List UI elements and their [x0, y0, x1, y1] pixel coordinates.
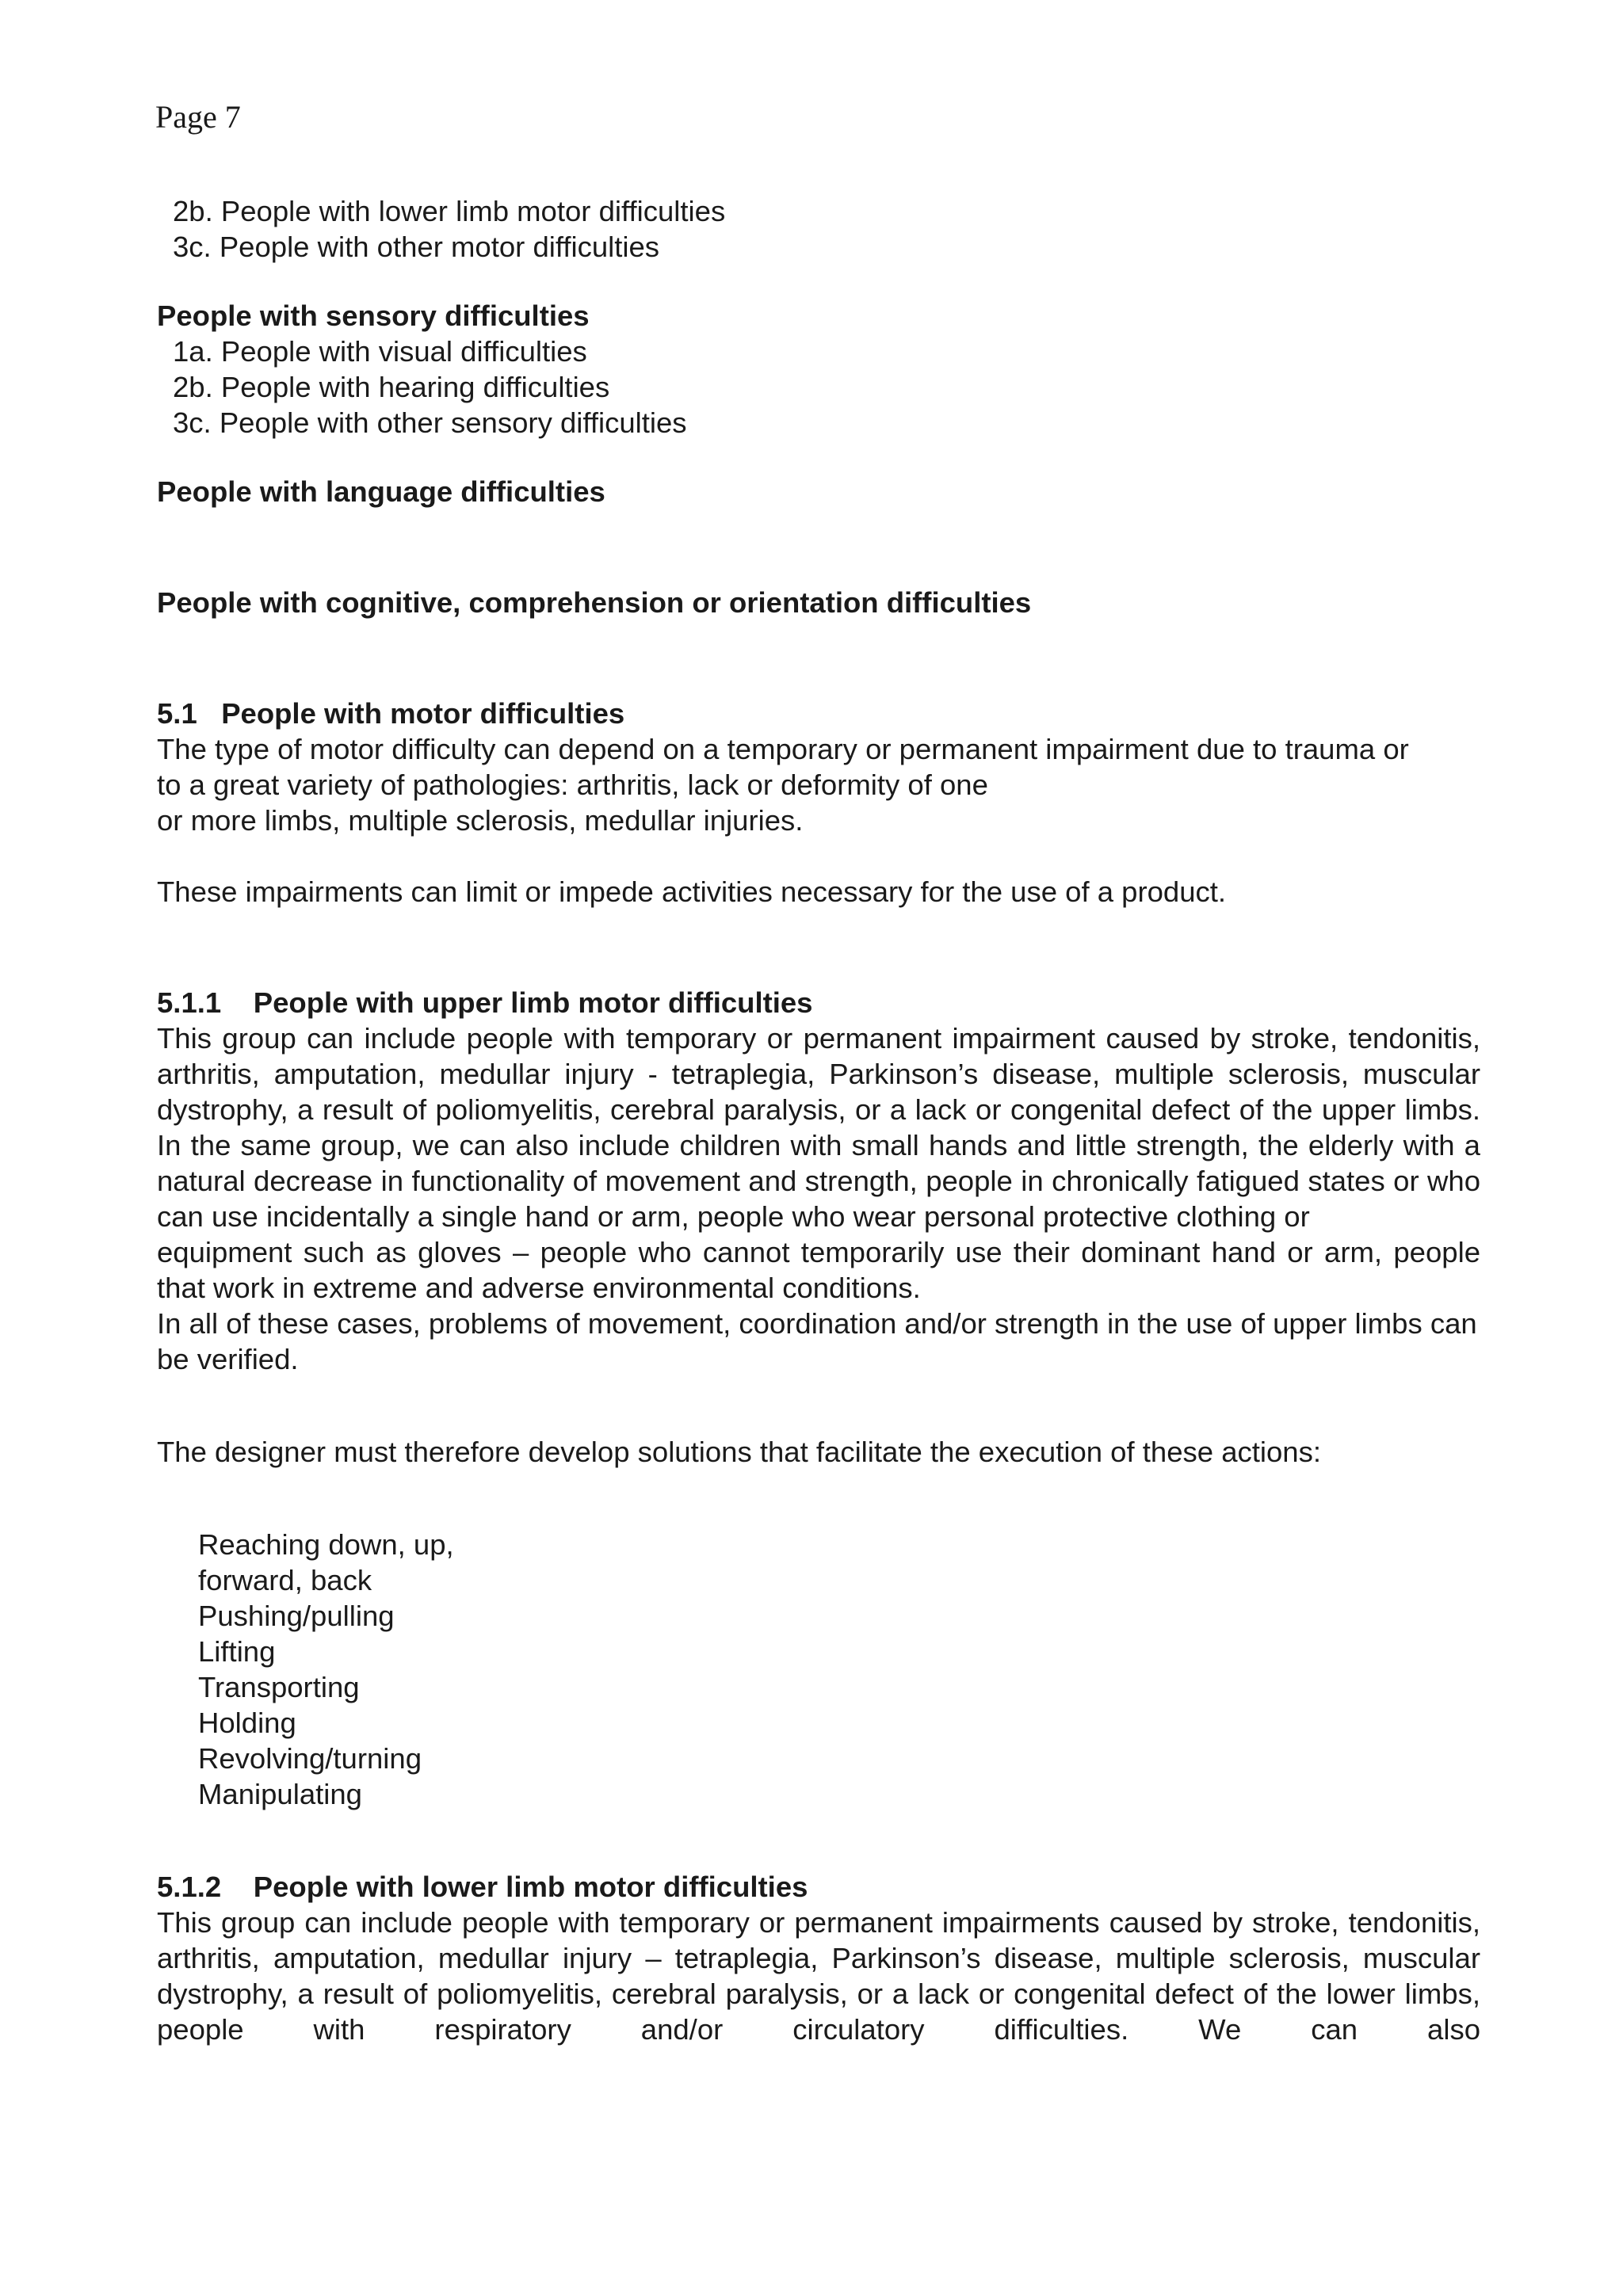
section-5-1-2-heading	[157, 1869, 1480, 1905]
section-title: People with lower limb motor difficulties	[253, 1871, 808, 1903]
action-item: Revolving/turning	[198, 1742, 422, 1775]
action-item: forward, back	[198, 1564, 372, 1596]
list-item: 2b. People with hearing difficulties	[173, 371, 610, 403]
section-number: 5.1.2	[157, 1871, 222, 1903]
paragraph: These impairments can limit or impede activities necessary for the use of a product.	[157, 875, 1227, 908]
page-number: Page 7	[155, 99, 241, 135]
language-heading: People with language difficulties	[157, 475, 605, 508]
list-item: 3c. People with other sensory difficulties	[173, 406, 687, 439]
section-5-1-heading	[157, 696, 1480, 731]
action-item: Transporting	[198, 1671, 360, 1703]
list-item: 3c. People with other motor difficulties	[173, 231, 660, 263]
action-item: Manipulating	[198, 1778, 362, 1810]
paragraph: The designer must therefore develop solutions that facilitate the execution of these actions:	[157, 1436, 1321, 1468]
paragraph-line: The type of motor difficulty can depend on a temporary or permanent impairment due to trauma or	[157, 733, 1409, 765]
section-title: People with motor difficulties	[221, 697, 625, 730]
list-item: 2b. People with lower limb motor difficulties	[173, 195, 726, 227]
action-item: Reaching down, up,	[198, 1528, 454, 1561]
page-content	[157, 193, 1480, 2047]
paragraph: equipment such as gloves – people who cannot temporarily use their dominant hand or arm, people that work in extreme and adverse environmental conditions.	[157, 1236, 1480, 1304]
cognitive-heading: People with cognitive, comprehension or orientation difficulties	[157, 586, 1032, 619]
paragraph: This group can include people with temporary or permanent impairment caused by stroke, tendonitis, arthritis, amputation, medullar injury - tetraplegia, Parkinson’s disease, multiple sclerosis, muscular dystrophy, a result of poliomyelitis, cerebral paralysis, or a lack or congenital defect of the upper limbs. In the same group, we can also include children with small hands and little strength, the elderly with a natural decrease in functionality of movement and strength, people in chronically fatigued states or who can use incidentally a single hand or arm, people who wear personal protective clothing or	[157, 1022, 1480, 1233]
paragraph: This group can include people with temporary or permanent impairments caused by stroke, tendonitis, arthritis, amputation, medullar injury – tetraplegia, Parkinson’s disease, multiple sclerosis, muscular dystrophy, a result of poliomyelitis, cerebral paralysis, or a lack or congenital defect of the lower limbs, people with respiratory and/or circulatory difficulties. We can also	[157, 1906, 1480, 2046]
section-number: 5.1	[157, 697, 197, 730]
section-number: 5.1.1	[157, 986, 222, 1019]
sensory-heading: People with sensory difficulties	[157, 299, 590, 332]
list-item: 1a. People with visual difficulties	[173, 335, 587, 368]
paragraph-line: to a great variety of pathologies: arthritis, lack or deformity of one	[157, 769, 988, 801]
section-title: People with upper limb motor difficulties	[253, 986, 813, 1019]
paragraph-line: or more limbs, multiple sclerosis, medullar injuries.	[157, 804, 804, 837]
paragraph: In all of these cases, problems of movement, coordination and/or strength in the use of upper limbs can be verified.	[157, 1307, 1477, 1375]
action-item: Pushing/pulling	[198, 1600, 395, 1632]
action-item: Lifting	[198, 1635, 276, 1668]
section-5-1-1-heading	[157, 985, 1480, 1020]
action-item: Holding	[198, 1707, 296, 1739]
